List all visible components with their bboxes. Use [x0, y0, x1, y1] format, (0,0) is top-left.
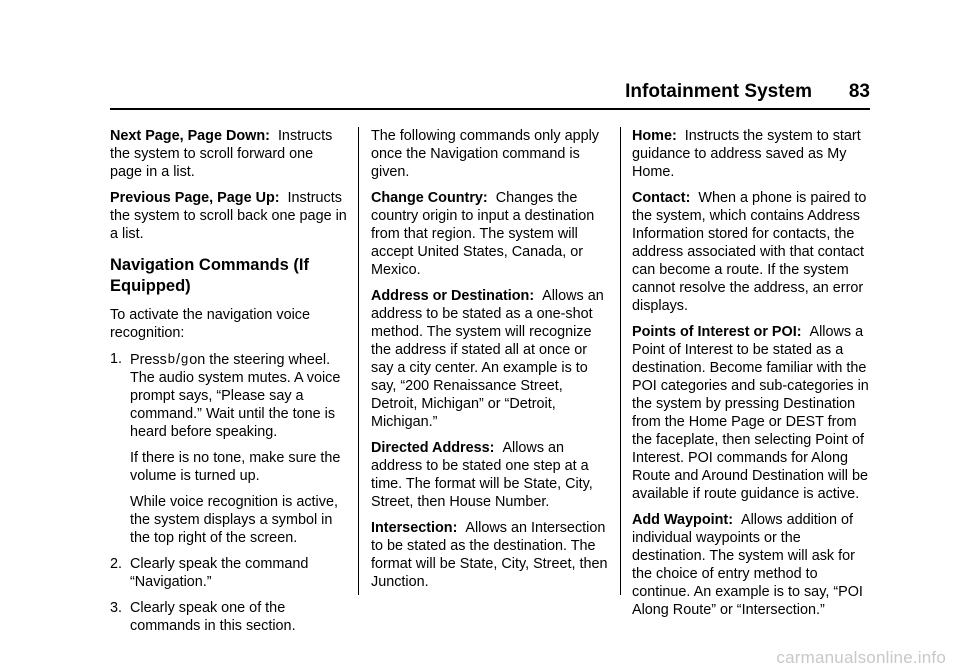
step-number: 1. [110, 351, 123, 367]
term-text: Instructs the system to scroll forward one page in a list. [110, 128, 333, 180]
column-divider [358, 127, 359, 595]
voice-recognition-icon: g [181, 351, 189, 366]
term-label: Points of Interest or POI: [632, 324, 802, 340]
intro-paragraph: To activate the navigation voice recognition: [110, 307, 310, 341]
term-label: Change Country: [371, 190, 488, 206]
term-label: Home: [632, 128, 677, 144]
page-number: 83 [848, 81, 870, 102]
step-text: Clearly speak one of the commands in this section. [130, 600, 296, 634]
column-3 [632, 127, 872, 627]
paragraph-change-country [371, 189, 611, 279]
term-text: Allows an address to be stated as a one-shot method. The system will recognize the address if stated all at once or say a city center. An example is to say, “200 Renaissance Street, Detroit, Michigan” or “Detroit, Michigan.” [371, 288, 604, 430]
watermark: carmanualsonline.info [776, 648, 946, 667]
page-header [110, 80, 870, 110]
term-text: Allows a Point of Interest to be stated as a destination. Become familiar with the POI categories and sub-categories in the system by pressing Destination from the Home Page or DEST from the faceplate, then selecting Point of Interest. POI commands for Along Route and Around Destination will be available if route guidance is active. [632, 324, 869, 502]
step-1 [110, 350, 348, 547]
term-label: Next Page, Page Down: [110, 128, 270, 144]
term-text: Instructs the system to start guidance to address saved as My Home. [632, 128, 861, 180]
column-divider [620, 127, 621, 595]
term-label: Previous Page, Page Up: [110, 190, 280, 206]
push-to-talk-icon: b [167, 351, 176, 366]
term-label: Address or Destination: [371, 288, 535, 304]
paragraph-directed-address [371, 439, 611, 511]
term-label: Contact: [632, 190, 691, 206]
step-number: 2. [110, 556, 123, 572]
column-1 [110, 127, 348, 643]
term-text: Allows addition of individual waypoints or the destination. The system will ask for the choice of entry method to continue. An example is to say, “POI Along Route” or “Intersection.” [632, 512, 863, 618]
term-text: Instructs the system to scroll back one page in a list. [110, 190, 347, 242]
column-2 [371, 127, 611, 599]
step-note: While voice recognition is active, the system displays a symbol in the top right of the screen. [130, 494, 338, 546]
paragraph-next-page [110, 127, 348, 181]
step-text: Clearly speak the command “Navigation.” [130, 556, 309, 590]
paragraph-poi [632, 323, 872, 503]
section-heading: Navigation Commands (If Equipped) [110, 256, 309, 295]
step-text: Pressb/gon the steering wheel. The audio system mutes. A voice prompt says, “Please say a command.” Wait until the tone is heard before speaking. [130, 351, 341, 440]
term-text: Allows an Intersection to be stated as the destination. The format will be State, City, Street, then Junction. [371, 520, 608, 590]
term-text: Allows an address to be stated one step at a time. The format will be State, City, Street, then House Number. [371, 440, 593, 510]
intro-paragraph: The following commands only apply once the Navigation command is given. [371, 128, 599, 180]
paragraph-home [632, 127, 872, 181]
term-label: Intersection: [371, 520, 458, 536]
term-text: Changes the country origin to input a destination from that region. The system will accept United States, Canada, or Mexico. [371, 190, 595, 278]
term-label: Add Waypoint: [632, 512, 733, 528]
paragraph-previous-page [110, 189, 348, 243]
term-label: Directed Address: [371, 440, 495, 456]
section-title: Infotainment System [625, 81, 812, 102]
step-number: 3. [110, 600, 123, 616]
step-3 [110, 599, 348, 635]
term-text: When a phone is paired to the system, which contains Address Information stored for contacts, the address associated with that contact can become a route. If the system cannot resolve the address, an error displays. [632, 190, 867, 314]
paragraph-intersection [371, 519, 611, 591]
step-note: If there is no tone, make sure the volume is turned up. [130, 450, 341, 484]
paragraph-contact [632, 189, 872, 315]
paragraph-add-waypoint [632, 511, 872, 619]
paragraph-address-destination [371, 287, 611, 431]
step-2 [110, 555, 348, 591]
